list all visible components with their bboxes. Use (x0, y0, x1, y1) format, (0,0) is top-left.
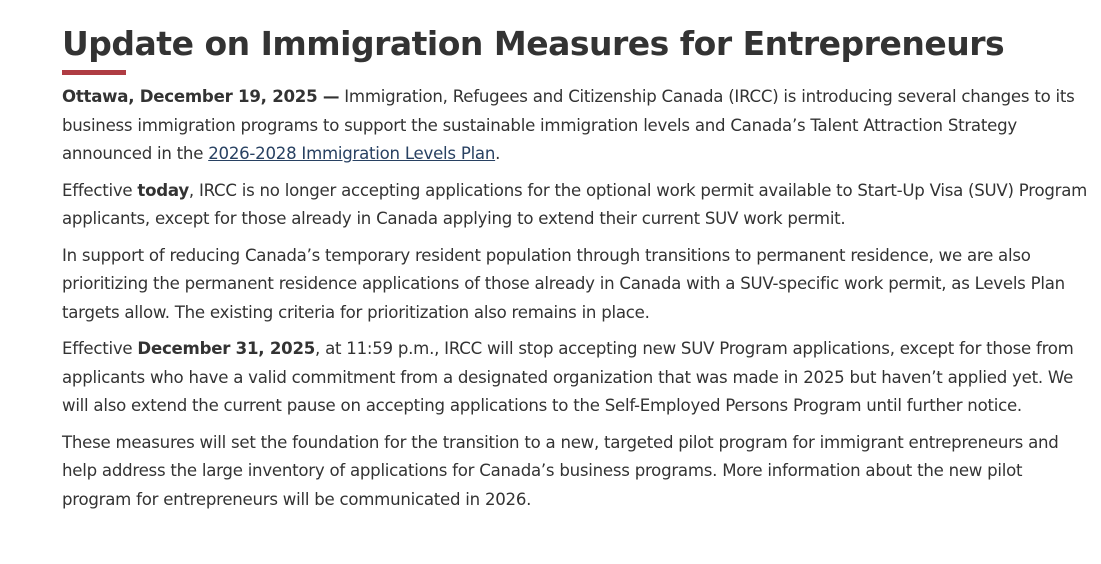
intro-end: . (495, 144, 501, 163)
page-title: Update on Immigration Measures for Entrepreneurs (62, 24, 1005, 63)
p4-pre: Effective (62, 339, 138, 358)
p2-pre: Effective (62, 180, 138, 200)
title-underline-accent (62, 70, 126, 75)
p4-post: , at 11:59 p.m., IRCC will stop accepting new SUV Program applications, except for those from applicants who have a valid commitment from a designated organization that was made in 2025 but haven’t applied yet. We will also extend the current pause on accepting applications to the Self-Employed Persons Program until further notice. (62, 339, 1074, 415)
p2-bold-today: today (137, 180, 189, 200)
levels-plan-link[interactable]: 2026-2028 Immigration Levels Plan (208, 144, 496, 163)
dateline: Ottawa, December 19, 2025 — (62, 87, 340, 106)
paragraph-pilot-program: These measures will set the foundation for the transition to a new, targeted pilot program for immigrant entrepreneurs and help address the large inventory of applications for Canada’s business programs. More information about the new pilot program for entrepreneurs will be communicated in 2026. (62, 432, 1059, 509)
intro-text: Immigration, Refugees and Citizenship Canada (IRCC) is introducing several changes to its business immigration programs to support the sustainable immigration levels and Canada’s Talent Attraction Strategy announced in the (62, 87, 1075, 163)
paragraph-prioritization: In support of reducing Canada’s temporary resident population through transitions to permanent residence, we are also prioritizing the permanent residence applications of those already in Canada with a SUV-specific work permit, as Levels Plan targets allow. The existing criteria for prioritization also remains in place. (62, 245, 1065, 322)
paragraph-work-permit (62, 177, 1092, 234)
p2-post: , IRCC is no longer accepting applications for the optional work permit available to Start-Up Visa (SUV) Program applicants, except for those already in Canada applying to extend their current SUV work permit. (62, 180, 1088, 228)
paragraph-suv-deadline (62, 335, 1092, 421)
p4-bold-date: December 31, 2025 (137, 339, 316, 358)
paragraph-intro (62, 83, 1092, 169)
